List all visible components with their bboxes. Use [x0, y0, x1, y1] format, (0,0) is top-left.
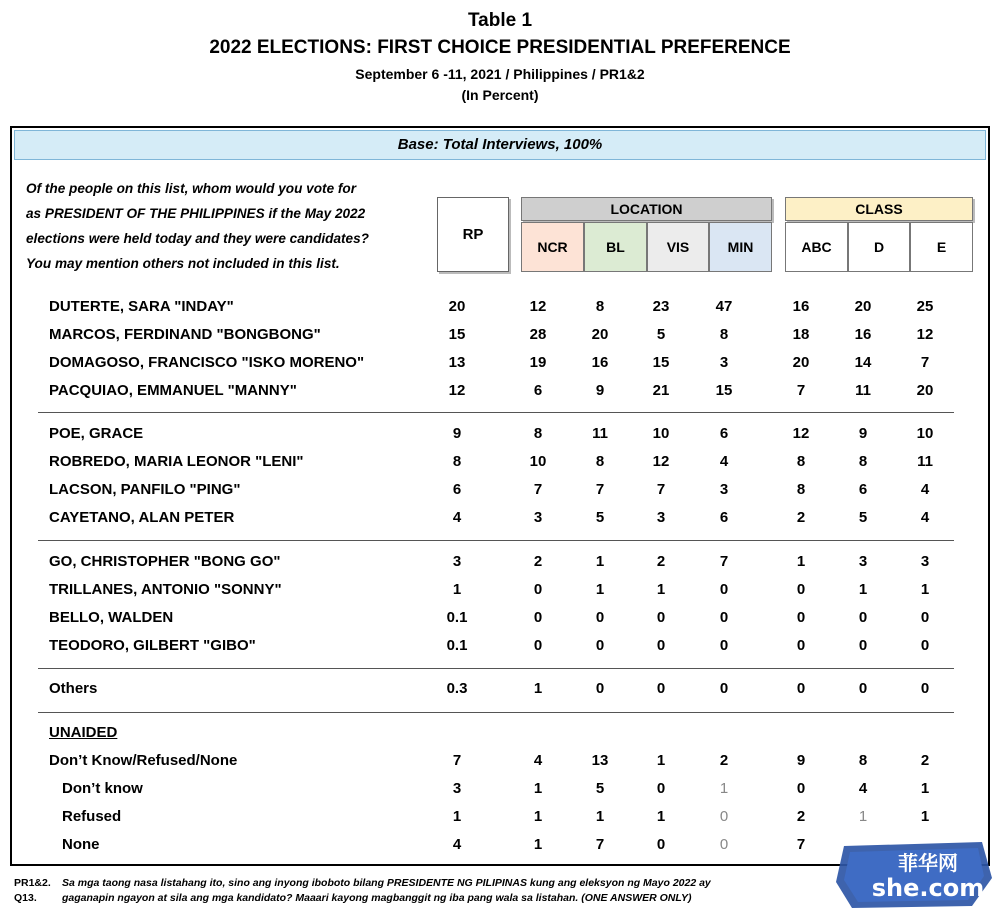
- cell-vis: 0: [656, 780, 666, 797]
- cell-abc: 16: [792, 298, 810, 315]
- table-row: [0, 581, 1000, 607]
- cell-e: 10: [916, 425, 934, 442]
- cell-ncr: 3: [533, 509, 543, 526]
- cell-abc: 0: [796, 609, 806, 626]
- cell-bl: 13: [591, 752, 609, 769]
- column-header-ncr: [521, 222, 584, 272]
- cell-bl: 1: [595, 581, 605, 598]
- cell-min: 47: [715, 298, 733, 315]
- cell-ncr: 1: [533, 680, 543, 697]
- candidate-name: POE, GRACE: [49, 425, 144, 442]
- cell-vis: 15: [652, 354, 670, 371]
- question-line: as PRESIDENT OF THE PHILIPPINES if the May 2022: [26, 206, 366, 221]
- class-group-header: [785, 197, 973, 221]
- watermark-text: 菲华网: [898, 851, 958, 875]
- section-divider: [38, 412, 954, 413]
- cell-d: 8: [858, 752, 868, 769]
- section-divider: [38, 668, 954, 669]
- cell-ncr: 8: [533, 425, 543, 442]
- cell-min: 4: [719, 453, 729, 470]
- cell-d: 16: [854, 326, 872, 343]
- cell-rp: 12: [448, 382, 466, 399]
- cell-rp: 9: [452, 425, 462, 442]
- cell-bl: 8: [595, 453, 605, 470]
- cell-ncr: 10: [529, 453, 547, 470]
- table-row: [0, 382, 1000, 408]
- cell-bl: 16: [591, 354, 609, 371]
- cell-e: 20: [916, 382, 934, 399]
- cell-bl: 5: [595, 780, 605, 797]
- cell-vis: 10: [652, 425, 670, 442]
- column-header-vis: [647, 222, 709, 272]
- watermark-text: she.com: [871, 874, 985, 902]
- cell-bl: 9: [595, 382, 605, 399]
- table-row: [0, 509, 1000, 535]
- cell-abc: 20: [792, 354, 810, 371]
- column-label: BL: [606, 239, 625, 255]
- column-label: NCR: [537, 239, 568, 255]
- candidate-name: Refused: [62, 808, 122, 825]
- cell-vis: 5: [656, 326, 666, 343]
- footnotes: [14, 876, 711, 906]
- cell-ncr: 1: [533, 808, 543, 825]
- cell-vis: 3: [656, 509, 666, 526]
- cell-e: 0: [920, 609, 930, 626]
- table-row: [0, 298, 1000, 324]
- candidate-name: TEODORO, GILBERT "GIBO": [49, 637, 256, 654]
- table-row: [0, 609, 1000, 635]
- table-row: [0, 553, 1000, 579]
- cell-ncr: 0: [533, 637, 543, 654]
- candidate-name: ROBREDO, MARIA LEONOR "LENI": [49, 453, 304, 470]
- watermark-logo: [832, 838, 996, 910]
- cell-bl: 20: [591, 326, 609, 343]
- cell-rp: 15: [448, 326, 466, 343]
- cell-e: 2: [920, 752, 930, 769]
- group-label: LOCATION: [610, 201, 683, 217]
- table-row: [0, 354, 1000, 380]
- table-row: [0, 453, 1000, 479]
- cell-abc: 0: [796, 780, 806, 797]
- cell-ncr: 1: [533, 836, 543, 853]
- candidate-name: PACQUIAO, EMMANUEL "MANNY": [49, 382, 297, 399]
- cell-bl: 0: [595, 637, 605, 654]
- cell-rp: 3: [452, 780, 462, 797]
- cell-rp: 0.3: [446, 680, 468, 697]
- cell-min: 8: [719, 326, 729, 343]
- cell-e: 0: [920, 637, 930, 654]
- cell-abc: 8: [796, 453, 806, 470]
- cell-bl: 7: [595, 836, 605, 853]
- cell-d: 1: [858, 808, 868, 825]
- cell-rp: 7: [452, 752, 462, 769]
- cell-rp: 6: [452, 481, 462, 498]
- table-row: [0, 680, 1000, 706]
- cell-e: 7: [920, 354, 930, 371]
- cell-rp: 8: [452, 453, 462, 470]
- cell-rp: 0.1: [446, 637, 468, 654]
- cell-d: 8: [858, 453, 868, 470]
- survey-question: [26, 176, 436, 276]
- candidate-name: DOMAGOSO, FRANCISCO "ISKO MORENO": [49, 354, 365, 371]
- cell-rp: 0.1: [446, 609, 468, 626]
- column-header-abc: [785, 222, 848, 272]
- candidate-name: MARCOS, FERDINAND "BONGBONG": [49, 326, 321, 343]
- column-header-rp: [437, 197, 509, 272]
- cell-d: 4: [858, 780, 868, 797]
- cell-min: 1: [719, 780, 729, 797]
- cell-abc: 0: [796, 637, 806, 654]
- footnote-text: Sa mga taong nasa listahang ito, sino ang inyong iboboto bilang PRESIDENTE NG PILIPINAS kung ang eleksyon ng Mayo 2022 ay: [62, 877, 711, 889]
- cell-min: 0: [719, 836, 729, 853]
- cell-rp: 3: [452, 553, 462, 570]
- column-label: D: [873, 239, 885, 255]
- cell-bl: 8: [595, 298, 605, 315]
- cell-abc: 2: [796, 509, 806, 526]
- cell-abc: 18: [792, 326, 810, 343]
- cell-abc: 7: [796, 382, 806, 399]
- group-label: CLASS: [855, 201, 903, 217]
- cell-bl: 0: [595, 680, 605, 697]
- table-number: Table 1: [467, 10, 533, 31]
- cell-e: 1: [920, 581, 930, 598]
- candidate-name: Others: [49, 680, 98, 697]
- table-unit: (In Percent): [461, 87, 539, 103]
- column-label: E: [936, 239, 947, 255]
- cell-ncr: 12: [529, 298, 547, 315]
- location-group-header: [521, 197, 772, 221]
- cell-e: 11: [917, 453, 933, 470]
- footnote-label: PR1&2.: [14, 877, 51, 889]
- cell-vis: 0: [656, 836, 666, 853]
- candidate-name: LACSON, PANFILO "PING": [49, 481, 241, 498]
- cell-d: 5: [858, 509, 868, 526]
- cell-vis: 1: [656, 581, 666, 598]
- cell-e: 4: [920, 481, 930, 498]
- section-divider: [38, 712, 954, 713]
- cell-vis: 1: [656, 752, 666, 769]
- cell-vis: 21: [652, 382, 670, 399]
- table-row: [0, 481, 1000, 507]
- cell-e: 1: [920, 808, 930, 825]
- cell-bl: 11: [592, 425, 608, 442]
- cell-ncr: 1: [533, 780, 543, 797]
- cell-d: 0: [858, 680, 868, 697]
- cell-bl: 0: [595, 609, 605, 626]
- cell-vis: 23: [652, 298, 670, 315]
- cell-e: 3: [920, 553, 930, 570]
- candidate-name: Don’t know: [62, 780, 143, 797]
- cell-abc: 9: [796, 752, 806, 769]
- cell-abc: 0: [796, 680, 806, 697]
- cell-min: 15: [715, 382, 733, 399]
- cell-abc: 7: [796, 836, 806, 853]
- cell-e: 1: [920, 780, 930, 797]
- column-header-d: [848, 222, 910, 272]
- unaided-heading-row: [0, 724, 1000, 750]
- cell-d: 0: [858, 637, 868, 654]
- base-banner: Base: Total Interviews, 100%: [14, 130, 986, 160]
- cell-ncr: 28: [529, 326, 547, 343]
- cell-min: 3: [719, 354, 729, 371]
- candidate-name: None: [62, 836, 100, 853]
- cell-ncr: 7: [533, 481, 543, 498]
- cell-min: 6: [719, 509, 729, 526]
- cell-d: 1: [858, 581, 868, 598]
- table-row: [0, 808, 1000, 834]
- cell-min: 0: [719, 609, 729, 626]
- table-row: [0, 425, 1000, 451]
- cell-abc: 1: [796, 553, 806, 570]
- cell-vis: 12: [652, 453, 670, 470]
- candidate-name: CAYETANO, ALAN PETER: [49, 509, 235, 526]
- cell-bl: 1: [595, 808, 605, 825]
- cell-rp: 4: [452, 509, 462, 526]
- cell-rp: 4: [452, 836, 462, 853]
- cell-d: 3: [858, 553, 868, 570]
- cell-bl: 1: [595, 553, 605, 570]
- cell-ncr: 2: [533, 553, 543, 570]
- column-label: MIN: [727, 239, 754, 255]
- column-header-min: [709, 222, 772, 272]
- cell-min: 0: [719, 581, 729, 598]
- cell-d: 6: [858, 481, 868, 498]
- cell-ncr: 6: [533, 382, 543, 399]
- table-row: [0, 637, 1000, 663]
- cell-min: 2: [719, 752, 729, 769]
- column-label: VIS: [666, 239, 690, 255]
- cell-d: 14: [854, 354, 872, 371]
- column-header-e: [910, 222, 973, 272]
- cell-vis: 0: [656, 609, 666, 626]
- candidate-name: BELLO, WALDEN: [49, 609, 174, 626]
- unaided-label: UNAIDED: [49, 724, 118, 741]
- table-subtitle: September 6 -11, 2021 / Philippines / PR1&2: [355, 66, 645, 82]
- cell-abc: 12: [792, 425, 810, 442]
- cell-vis: 1: [656, 808, 666, 825]
- question-line: Of the people on this list, whom would you vote for: [26, 181, 357, 196]
- section-divider: [38, 540, 954, 541]
- question-line: elections were held today and they were candidates?: [26, 231, 369, 246]
- column-header-bl: [584, 222, 647, 272]
- table-row: [0, 780, 1000, 806]
- table-row: [0, 752, 1000, 778]
- cell-min: 3: [719, 481, 729, 498]
- cell-d: 20: [854, 298, 872, 315]
- cell-min: 6: [719, 425, 729, 442]
- cell-bl: 5: [595, 509, 605, 526]
- candidate-name: Don’t Know/Refused/None: [49, 752, 238, 769]
- cell-bl: 7: [595, 481, 605, 498]
- cell-rp: 20: [448, 298, 466, 315]
- candidate-name: GO, CHRISTOPHER "BONG GO": [49, 553, 281, 570]
- cell-abc: 2: [796, 808, 806, 825]
- cell-d: 9: [858, 425, 868, 442]
- cell-rp: 1: [452, 808, 462, 825]
- cell-min: 7: [719, 553, 729, 570]
- cell-e: 12: [916, 326, 934, 343]
- table-title: 2022 ELECTIONS: FIRST CHOICE PRESIDENTIAL PREFERENCE: [209, 37, 791, 58]
- column-label: RP: [462, 226, 484, 243]
- cell-vis: 0: [656, 680, 666, 697]
- cell-ncr: 0: [533, 609, 543, 626]
- cell-ncr: 4: [533, 752, 543, 769]
- cell-e: 0: [920, 680, 930, 697]
- table-row: [0, 326, 1000, 352]
- cell-rp: 13: [448, 354, 466, 371]
- cell-min: 0: [719, 637, 729, 654]
- cell-vis: 0: [656, 637, 666, 654]
- cell-d: 0: [858, 609, 868, 626]
- cell-ncr: 19: [529, 354, 547, 371]
- footnote-line: [14, 891, 711, 906]
- cell-e: 4: [920, 509, 930, 526]
- cell-abc: 0: [796, 581, 806, 598]
- cell-min: 0: [719, 808, 729, 825]
- candidate-name: DUTERTE, SARA "INDAY": [49, 298, 234, 315]
- cell-e: 25: [916, 298, 934, 315]
- candidate-name: TRILLANES, ANTONIO "SONNY": [49, 581, 282, 598]
- cell-abc: 8: [796, 481, 806, 498]
- footnote-label: Q13.: [14, 892, 37, 904]
- question-line: You may mention others not included in this list.: [26, 256, 340, 271]
- cell-vis: 7: [656, 481, 666, 498]
- column-label: ABC: [801, 239, 832, 255]
- cell-min: 0: [719, 680, 729, 697]
- cell-rp: 1: [452, 581, 462, 598]
- footnote-text: gaganapin ngayon at sila ang mga kandidato? Maaari kayong magbanggit ng iba pang wala sa listahan. (ONE ANSWER ONLY): [62, 892, 692, 904]
- cell-ncr: 0: [533, 581, 543, 598]
- cell-d: 11: [855, 382, 871, 399]
- footnote-line: [14, 876, 711, 891]
- cell-vis: 2: [656, 553, 666, 570]
